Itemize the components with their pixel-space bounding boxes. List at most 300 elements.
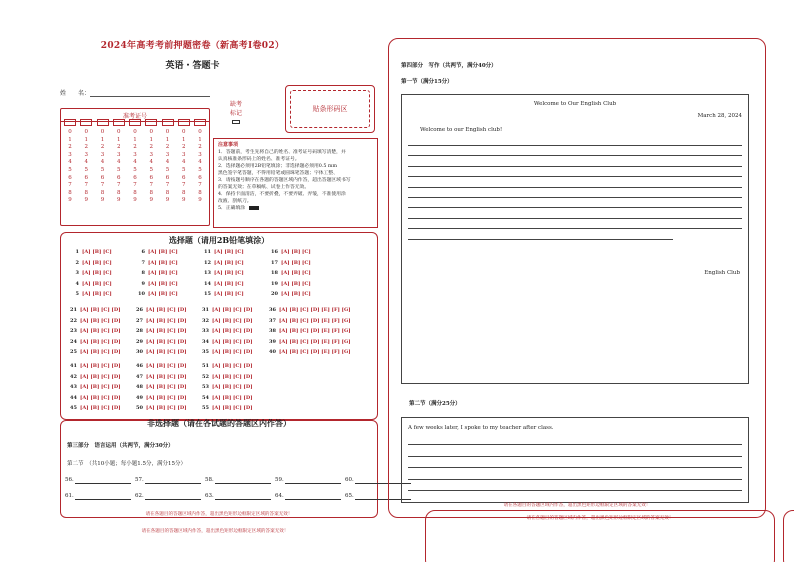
- absent-mark-label-1: 缺考: [230, 101, 243, 108]
- answer-bubbles[interactable]: [A] [B] [C]: [148, 280, 178, 287]
- letter-box[interactable]: [401, 94, 749, 384]
- name-label: 姓 名：: [60, 90, 91, 97]
- choice-row[interactable]: [133, 305, 187, 316]
- answer-bubbles[interactable]: [A] [B] [C] [D]: [146, 363, 187, 369]
- digit-bubble[interactable]: 0: [198, 129, 202, 135]
- choice-row[interactable]: [199, 305, 253, 316]
- choice-row[interactable]: [133, 393, 187, 404]
- question-number: 48: [136, 384, 143, 391]
- digit-bubble[interactable]: 4: [165, 159, 170, 166]
- answer-bubbles[interactable]: [A] [B] [C] [D]: [80, 338, 121, 345]
- answer-blank[interactable]: [65, 493, 131, 500]
- question-number: 24: [70, 338, 77, 345]
- digit-bubble[interactable]: 3: [117, 151, 121, 158]
- choice-row[interactable]: [67, 382, 121, 393]
- choice-row[interactable]: [266, 326, 351, 337]
- answer-blank[interactable]: [135, 477, 201, 484]
- digit-bubble[interactable]: 0: [182, 129, 186, 135]
- digit-bubble[interactable]: 4: [182, 159, 186, 166]
- digit-bubble[interactable]: 7: [149, 182, 153, 189]
- notes-text: 的答案无效；在草稿纸、试卷上作答无效。: [218, 185, 310, 190]
- answer-bubbles[interactable]: [A] [B] [C]: [281, 249, 311, 255]
- notes-title: 注意事项: [218, 142, 239, 148]
- digit-bubble[interactable]: 8: [133, 189, 137, 196]
- choice-row[interactable]: [67, 305, 121, 316]
- digit-bubble[interactable]: 9: [149, 197, 153, 204]
- digit-bubble[interactable]: 4: [68, 159, 72, 166]
- question-number: 35: [202, 349, 209, 356]
- choice-row[interactable]: [133, 347, 187, 358]
- question-number: 14: [204, 280, 211, 287]
- question-number: 22: [70, 317, 77, 324]
- digit-bubble[interactable]: 0: [68, 129, 72, 135]
- choice-row[interactable]: [199, 382, 253, 393]
- choice-row[interactable]: [133, 361, 187, 372]
- exam-number-column: [129, 129, 141, 205]
- answer-bubbles[interactable]: [A] [B] [C]: [82, 270, 112, 277]
- digit-bubble[interactable]: 7: [165, 182, 170, 189]
- absent-mark-box[interactable]: [232, 120, 240, 124]
- digit-bubble[interactable]: 9: [100, 197, 105, 204]
- exam-number-cell[interactable]: [178, 119, 190, 126]
- choice-row[interactable]: [67, 393, 121, 404]
- choice-row[interactable]: [67, 337, 121, 348]
- digit-bubble[interactable]: 5: [182, 166, 186, 173]
- choice-row[interactable]: [133, 337, 187, 348]
- blank-number: 56.: [65, 477, 74, 483]
- blank-number: 65.: [345, 493, 354, 499]
- choice-row[interactable]: [199, 403, 253, 414]
- answer-bubbles[interactable]: [A] [B] [C] [D]: [212, 317, 253, 324]
- card-subtitle: 英语・答题卡: [165, 61, 220, 71]
- choice-group: [135, 247, 178, 300]
- exam-number-input-row[interactable]: [64, 119, 206, 127]
- digit-bubble[interactable]: 8: [198, 189, 202, 196]
- exam-number-cell[interactable]: [64, 119, 76, 126]
- digit-bubble[interactable]: 5: [84, 166, 88, 173]
- question-number: 33: [202, 328, 209, 335]
- choice-row[interactable]: [268, 279, 311, 290]
- writing-line[interactable]: [408, 207, 742, 208]
- choice-row[interactable]: [69, 258, 112, 269]
- answer-bubbles[interactable]: [A] [B] [C] [D]: [212, 394, 253, 401]
- answer-bubbles[interactable]: [A] [B] [C] [D]: [80, 363, 121, 369]
- writing-line[interactable]: [408, 187, 742, 188]
- digit-bubble[interactable]: 3: [84, 151, 88, 158]
- writing-line[interactable]: [408, 145, 742, 146]
- answer-bubbles[interactable]: [A] [B] [C] [D] [E] [F] [G]: [279, 307, 351, 313]
- writing-line[interactable]: [408, 490, 742, 491]
- exam-number-cell[interactable]: [80, 119, 92, 126]
- question-number: 53: [202, 384, 209, 391]
- question-number: 7: [141, 259, 145, 266]
- choice-row[interactable]: [266, 316, 351, 327]
- answer-bubbles[interactable]: [A] [B] [C] [D]: [212, 328, 253, 335]
- digit-bubble[interactable]: 6: [165, 174, 170, 181]
- choice-row[interactable]: [201, 258, 244, 269]
- part4-heading: 第四部分 写作（共两节，满分40分）: [401, 63, 497, 69]
- blank-number: 57.: [135, 477, 144, 483]
- writing-section: [388, 38, 766, 518]
- digit-bubble[interactable]: 7: [100, 182, 105, 189]
- digit-bubble[interactable]: 4: [84, 159, 88, 166]
- writing-warning: 请在各题目的答题区域内作答，超出黑色矩形边框限定区域的答案无效！: [503, 503, 651, 508]
- digit-bubble[interactable]: 6: [182, 174, 186, 181]
- choice-row[interactable]: [268, 289, 311, 300]
- answer-bubbles[interactable]: [A] [B] [C] [D] [E] [F] [G]: [279, 317, 351, 324]
- choice-row[interactable]: [133, 316, 187, 327]
- letter-heading: Welcome to Our English Club: [533, 101, 617, 107]
- exam-number-cell[interactable]: [129, 119, 141, 126]
- notes-line: [218, 156, 373, 163]
- choice-row[interactable]: [266, 337, 351, 348]
- question-number: 16: [271, 249, 278, 255]
- digit-bubble[interactable]: 2: [100, 144, 105, 151]
- digit-bubble[interactable]: 3: [182, 151, 186, 158]
- answer-bubbles[interactable]: [A] [B] [C]: [281, 280, 311, 287]
- answer-bubbles[interactable]: [A] [B] [C]: [281, 259, 311, 266]
- choice-row[interactable]: [67, 403, 121, 414]
- digit-bubble[interactable]: 3: [100, 151, 105, 158]
- continuation-first-line: A few weeks later, I spoke to my teacher after class.: [408, 425, 554, 431]
- answer-bubbles[interactable]: [A] [B] [C]: [214, 259, 244, 266]
- digit-bubble[interactable]: 6: [149, 174, 153, 181]
- question-number: 9: [141, 280, 145, 287]
- answer-bubbles[interactable]: [A] [B] [C]: [148, 259, 178, 266]
- writing-line[interactable]: [408, 456, 742, 457]
- digit-bubble[interactable]: 7: [198, 182, 202, 189]
- notes-box: [213, 138, 378, 228]
- choice-row[interactable]: [268, 258, 311, 269]
- writing-line[interactable]: [408, 228, 742, 229]
- question-number: 50: [136, 405, 143, 412]
- choice-row[interactable]: [201, 289, 244, 300]
- answer-bubbles[interactable]: [A] [B] [C] [D]: [212, 405, 253, 412]
- answer-bubbles[interactable]: [A] [B] [C]: [148, 249, 178, 255]
- answer-bubbles[interactable]: [A] [B] [C] [D]: [80, 394, 121, 401]
- notes-text: 5．正确填涂: [218, 206, 246, 211]
- digit-bubble[interactable]: 3: [133, 151, 137, 158]
- digit-bubble[interactable]: 8: [68, 189, 72, 196]
- answer-bubbles[interactable]: [A] [B] [C] [D]: [80, 349, 121, 356]
- writing-sec1-heading: 第一节（满分15分）: [401, 79, 453, 85]
- blank-number: 59.: [275, 477, 284, 483]
- exam-number-cell[interactable]: [162, 119, 174, 126]
- choice-row[interactable]: [69, 268, 112, 279]
- digit-bubble[interactable]: 5: [198, 166, 202, 173]
- answer-bubbles[interactable]: [A] [B] [C] [D]: [212, 349, 253, 356]
- writing-line[interactable]: [408, 218, 742, 219]
- blank-row-2: [67, 493, 411, 500]
- digit-bubble[interactable]: 4: [100, 159, 105, 166]
- question-number: 49: [136, 394, 143, 401]
- digit-bubble[interactable]: 1: [133, 136, 137, 143]
- digit-bubble[interactable]: 8: [100, 189, 105, 196]
- digit-bubble[interactable]: 7: [133, 182, 137, 189]
- choice-row[interactable]: [67, 361, 121, 372]
- question-number: 52: [202, 373, 209, 380]
- digit-bubble[interactable]: 4: [149, 159, 153, 166]
- writing-line[interactable]: [408, 479, 742, 480]
- answer-bubbles[interactable]: [A] [B] [C]: [214, 249, 244, 255]
- digit-bubble[interactable]: 1: [100, 136, 105, 143]
- digit-bubble[interactable]: 8: [182, 189, 186, 196]
- answer-bubbles[interactable]: [A] [B] [C] [D]: [146, 394, 187, 401]
- answer-bubbles[interactable]: [A] [B] [C] [D]: [80, 384, 121, 391]
- digit-bubble[interactable]: 3: [68, 151, 72, 158]
- digit-bubble[interactable]: 4: [133, 159, 137, 166]
- digit-bubble[interactable]: 9: [198, 197, 202, 204]
- part3-heading: 第三部分 语言运用（共两节，满分30分）: [67, 443, 174, 449]
- digit-bubble[interactable]: 5: [100, 166, 105, 173]
- answer-bubbles[interactable]: [A] [B] [C] [D]: [212, 373, 253, 380]
- digit-bubble[interactable]: 9: [133, 197, 137, 204]
- answer-bubbles[interactable]: [A] [B] [C] [D]: [146, 373, 187, 380]
- digit-bubble[interactable]: 8: [165, 189, 170, 196]
- answer-bubbles[interactable]: [A] [B] [C] [D]: [212, 307, 253, 313]
- question-number: 28: [136, 328, 143, 335]
- digit-bubble[interactable]: 2: [149, 144, 153, 151]
- digit-bubble[interactable]: 0: [117, 129, 121, 135]
- answer-bubbles[interactable]: [A] [B] [C]: [82, 280, 112, 287]
- choice-row[interactable]: [135, 258, 178, 269]
- digit-bubble[interactable]: 7: [117, 182, 121, 189]
- answer-bubbles[interactable]: [A] [B] [C] [D] [E] [F] [G]: [279, 349, 351, 356]
- answer-bubbles[interactable]: [A] [B] [C]: [148, 291, 178, 298]
- digit-bubble[interactable]: 0: [149, 129, 153, 135]
- digit-bubble[interactable]: 2: [117, 144, 121, 151]
- exam-number-cell[interactable]: [145, 119, 157, 126]
- digit-bubble[interactable]: 0: [133, 129, 137, 135]
- answer-bubbles[interactable]: [A] [B] [C] [D]: [146, 384, 187, 391]
- digit-bubble[interactable]: 3: [165, 151, 170, 158]
- question-number: 8: [141, 270, 145, 277]
- digit-bubble[interactable]: 4: [198, 159, 202, 166]
- letter-signature: English Club: [704, 270, 740, 276]
- choice-row[interactable]: [268, 247, 311, 258]
- digit-bubble[interactable]: 5: [133, 166, 137, 173]
- answer-blank[interactable]: [135, 493, 201, 500]
- choice-row[interactable]: [133, 372, 187, 383]
- exam-number-cell[interactable]: [194, 119, 206, 126]
- choice-row[interactable]: [135, 247, 178, 258]
- digit-bubble[interactable]: 2: [133, 144, 137, 151]
- question-number: 20: [271, 291, 278, 298]
- choice-row[interactable]: [135, 289, 178, 300]
- answer-bubbles[interactable]: [A] [B] [C]: [281, 291, 311, 298]
- digit-bubble[interactable]: 8: [149, 189, 153, 196]
- choice-row[interactable]: [266, 347, 351, 358]
- digit-bubble[interactable]: 5: [149, 166, 153, 173]
- answer-bubbles[interactable]: [A] [B] [C]: [82, 249, 112, 255]
- answer-bubbles[interactable]: [A] [B] [C] [D]: [80, 328, 121, 335]
- question-number: 3: [75, 270, 79, 277]
- exam-number-cell[interactable]: [113, 119, 125, 126]
- choice-row[interactable]: [67, 326, 121, 337]
- choice-row[interactable]: [199, 393, 253, 404]
- question-number: 15: [204, 291, 211, 298]
- notes-text: 4．保持卡面清洁，不要折叠，不要弄破、弄皱，不准使用涂: [218, 192, 346, 197]
- exam-number-column: [194, 129, 206, 205]
- notes-text: 认真核准条形码上的姓名、准考证号。: [218, 157, 300, 162]
- answer-bubbles[interactable]: [A] [B] [C] [D]: [80, 373, 121, 380]
- answer-blank[interactable]: [65, 477, 131, 484]
- choice-row[interactable]: [201, 279, 244, 290]
- choice-row[interactable]: [67, 347, 121, 358]
- writing-line[interactable]: [408, 176, 742, 177]
- choice-row[interactable]: [199, 316, 253, 327]
- question-number: 12: [204, 259, 211, 266]
- digit-bubble[interactable]: 6: [133, 174, 137, 181]
- choice-row[interactable]: [135, 279, 178, 290]
- exam-number-column: [145, 129, 157, 205]
- name-field[interactable]: [90, 90, 210, 97]
- digit-bubble[interactable]: 1: [68, 136, 72, 143]
- answer-bubbles[interactable]: [A] [B] [C] [D]: [146, 317, 187, 324]
- digit-bubble[interactable]: 9: [68, 197, 72, 204]
- digit-bubble[interactable]: 1: [117, 136, 121, 143]
- digit-bubble[interactable]: 7: [68, 182, 72, 189]
- choice-row[interactable]: [69, 289, 112, 300]
- choice-row[interactable]: [199, 361, 253, 372]
- exam-number-column: [97, 129, 109, 205]
- choice-row[interactable]: [266, 305, 351, 316]
- digit-bubble[interactable]: 9: [117, 197, 121, 204]
- digit-bubble[interactable]: 2: [84, 144, 88, 151]
- answer-blank[interactable]: [205, 493, 271, 500]
- choice-row[interactable]: [201, 247, 244, 258]
- answer-bubbles[interactable]: [A] [B] [C] [D]: [146, 307, 187, 313]
- answer-bubbles[interactable]: [A] [B] [C]: [214, 291, 244, 298]
- choice-row[interactable]: [199, 337, 253, 348]
- choice-row[interactable]: [199, 347, 253, 358]
- question-number: 5: [75, 291, 79, 298]
- question-number: 19: [271, 280, 278, 287]
- digit-bubble[interactable]: 6: [100, 174, 105, 181]
- answer-bubbles[interactable]: [A] [B] [C] [D]: [212, 338, 253, 345]
- digit-bubble[interactable]: 3: [198, 151, 202, 158]
- choice-row[interactable]: [67, 316, 121, 327]
- digit-bubble[interactable]: 6: [198, 174, 202, 181]
- digit-bubble[interactable]: 1: [198, 136, 202, 143]
- digit-bubble[interactable]: 2: [182, 144, 186, 151]
- digit-bubble[interactable]: 0: [84, 129, 88, 135]
- choice-row[interactable]: [201, 268, 244, 279]
- choice-row[interactable]: [69, 279, 112, 290]
- choice-row[interactable]: [133, 382, 187, 393]
- choice-row[interactable]: [69, 247, 112, 258]
- answer-bubbles[interactable]: [A] [B] [C]: [82, 259, 112, 266]
- question-number: 11: [204, 249, 211, 255]
- choice-group: [133, 361, 187, 414]
- answer-bubbles[interactable]: [A] [B] [C] [D]: [212, 363, 253, 369]
- digit-bubble[interactable]: 7: [182, 182, 186, 189]
- answer-bubbles[interactable]: [A] [B] [C] [D]: [80, 307, 121, 313]
- bottom-warning-left: 请在各题目的答题区域内作答，超出黑色矩形边框限定区域的答案无效！: [141, 529, 289, 534]
- digit-bubble[interactable]: 0: [100, 129, 105, 135]
- digit-bubble[interactable]: 6: [117, 174, 121, 181]
- digit-bubble[interactable]: 9: [182, 197, 186, 204]
- answer-bubbles[interactable]: [A] [B] [C] [D]: [146, 338, 187, 345]
- writing-line[interactable]: [408, 239, 673, 240]
- answer-bubbles[interactable]: [A] [B] [C]: [214, 270, 244, 277]
- continuation-box[interactable]: [401, 417, 749, 503]
- answer-bubbles[interactable]: [A] [B] [C] [D]: [212, 384, 253, 391]
- digit-bubble[interactable]: 1: [165, 136, 170, 143]
- answer-bubbles[interactable]: [A] [B] [C] [D]: [146, 328, 187, 335]
- choice-row[interactable]: [67, 372, 121, 383]
- digit-bubble[interactable]: 5: [68, 166, 72, 173]
- answer-bubbles[interactable]: [A] [B] [C] [D]: [146, 405, 187, 412]
- question-number: 31: [202, 307, 209, 313]
- digit-bubble[interactable]: 2: [198, 144, 202, 151]
- digit-bubble[interactable]: 8: [84, 189, 88, 196]
- digit-bubble[interactable]: 8: [117, 189, 121, 196]
- answer-bubbles[interactable]: [A] [B] [C]: [214, 280, 244, 287]
- answer-bubbles[interactable]: [A] [B] [C] [D]: [80, 405, 121, 412]
- digit-bubble[interactable]: 3: [149, 151, 153, 158]
- exam-number-bubbles[interactable]: [64, 129, 206, 205]
- digit-bubble[interactable]: 4: [117, 159, 121, 166]
- answer-bubbles[interactable]: [A] [B] [C]: [82, 291, 112, 298]
- digit-bubble[interactable]: 5: [165, 166, 170, 173]
- question-number: 18: [271, 270, 278, 277]
- digit-bubble[interactable]: 2: [68, 144, 72, 151]
- question-number: 37: [269, 317, 276, 324]
- digit-bubble[interactable]: 2: [165, 144, 170, 151]
- writing-line[interactable]: [408, 166, 742, 167]
- digit-bubble[interactable]: 5: [117, 166, 121, 173]
- answer-bubbles[interactable]: [A] [B] [C] [D] [E] [F] [G]: [279, 338, 351, 345]
- choice-row[interactable]: [133, 326, 187, 337]
- question-number: 55: [202, 405, 209, 412]
- writing-line[interactable]: [408, 467, 742, 468]
- writing-line[interactable]: [408, 197, 742, 198]
- answer-blank[interactable]: [205, 477, 271, 484]
- writing-line[interactable]: [408, 444, 742, 445]
- question-number: 45: [70, 405, 77, 412]
- exam-number-cell[interactable]: [97, 119, 109, 126]
- digit-bubble[interactable]: 9: [165, 197, 170, 204]
- choice-row[interactable]: [135, 268, 178, 279]
- answer-bubbles[interactable]: [A] [B] [C]: [281, 270, 311, 277]
- exam-number-column: [113, 129, 125, 205]
- notes-line: [218, 184, 373, 191]
- choice-row[interactable]: [268, 268, 311, 279]
- digit-bubble[interactable]: 1: [182, 136, 186, 143]
- answer-blank[interactable]: [275, 493, 341, 500]
- digit-bubble[interactable]: 6: [84, 174, 88, 181]
- digit-bubble[interactable]: 1: [149, 136, 153, 143]
- answer-bubbles[interactable]: [A] [B] [C] [D]: [80, 317, 121, 324]
- nonchoice-section: [60, 420, 378, 518]
- writing-line[interactable]: [408, 155, 742, 156]
- choice-row[interactable]: [199, 326, 253, 337]
- digit-bubble[interactable]: 6: [68, 174, 72, 181]
- digit-bubble[interactable]: 0: [165, 129, 170, 135]
- answer-bubbles[interactable]: [A] [B] [C] [D]: [146, 349, 187, 356]
- choice-group: [67, 305, 121, 358]
- choice-row[interactable]: [199, 372, 253, 383]
- choice-row[interactable]: [133, 403, 187, 414]
- digit-bubble[interactable]: 7: [84, 182, 88, 189]
- digit-bubble[interactable]: 1: [84, 136, 88, 143]
- answer-blank[interactable]: [275, 477, 341, 484]
- card-title: 2024年高考考前押题密卷（新高考Ⅰ卷02）: [100, 41, 285, 51]
- answer-bubbles[interactable]: [A] [B] [C] [D] [E] [F] [G]: [279, 328, 351, 335]
- answer-bubbles[interactable]: [A] [B] [C]: [148, 270, 178, 277]
- digit-bubble[interactable]: 9: [84, 197, 88, 204]
